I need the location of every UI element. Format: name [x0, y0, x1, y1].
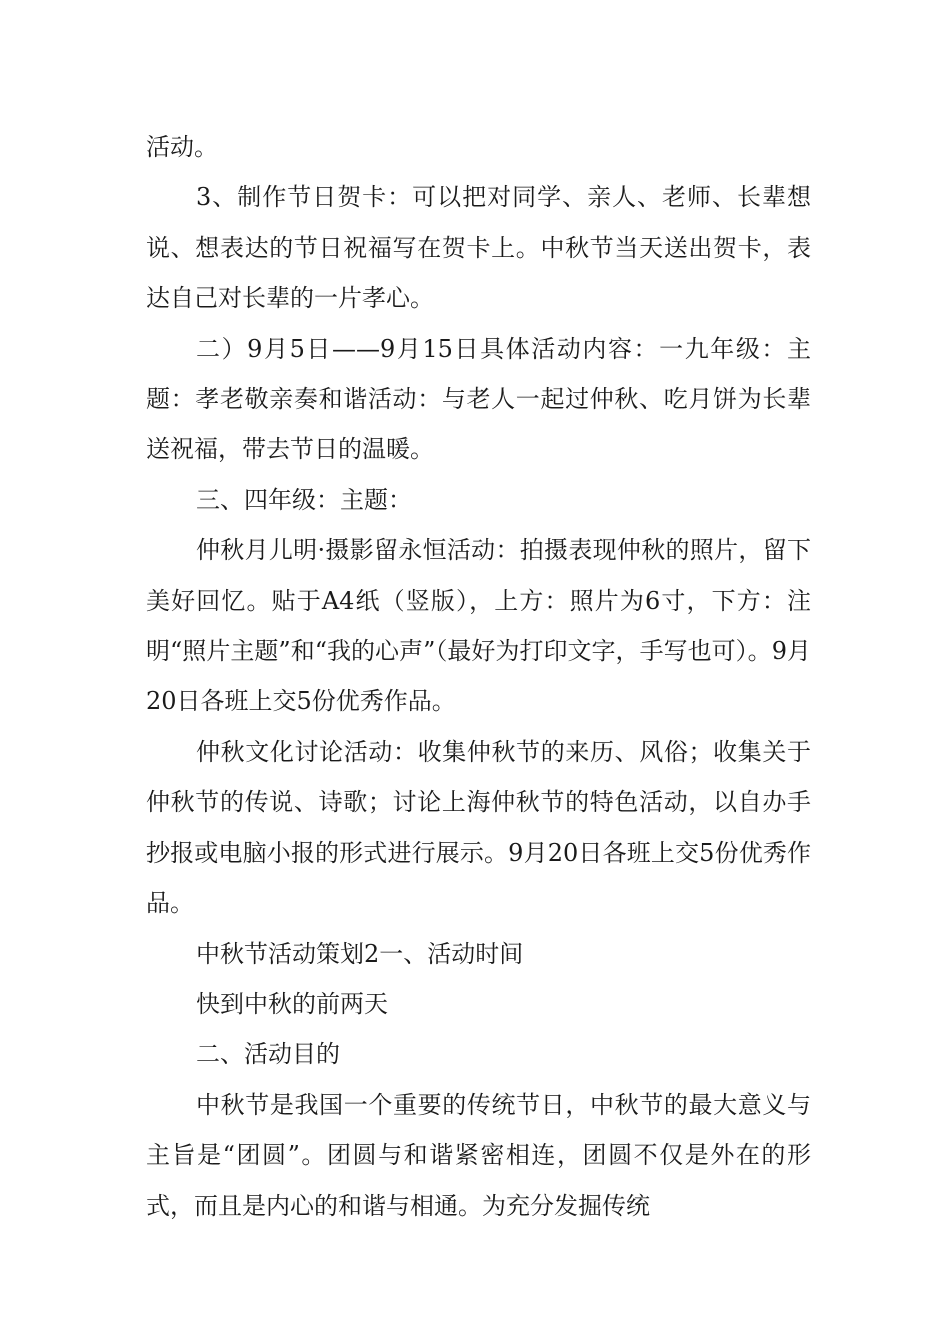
paragraph-2: 3、制作节日贺卡：可以把对同学、亲人、老师、长辈想说、想表达的节日祝福写在贺卡上。中秋节当天送出贺卡，表达自己对长辈的一片孝心。 [146, 183, 811, 313]
paragraph-8: 快到中秋的前两天 [196, 989, 388, 1018]
paragraph-9: 二、活动目的 [196, 1040, 340, 1069]
paragraph-5: 仲秋月儿明·摄影留永恒活动：拍摄表现仲秋的照片，留下美好回忆。贴于A4纸（竖版），上方：照片为6寸，下方：注明“照片主题”和“我的心声”（最好为打印文字，手写也可）。9月20日各班上交5份优秀作品。 [146, 536, 811, 716]
paragraph-1: 活动。 [146, 133, 218, 161]
paragraph-10: 中秋节是我国一个重要的传统节日，中秋节的最大意义与主旨是“团圆”。团圆与和谐紧密相连，团圆不仅是外在的形式，而且是内心的和谐与相通。为充分发掘传统 [146, 1090, 811, 1220]
paragraph-7: 中秋节活动策划2一、活动时间 [196, 939, 524, 968]
paragraph-6: 仲秋文化讨论活动：收集仲秋节的来历、风俗；收集关于仲秋节的传说、诗歌；讨论上海仲秋节的特色活动，以自办手抄报或电脑小报的形式进行展示。9月20日各班上交5份优秀作品。 [146, 737, 811, 918]
document-body [146, 122, 811, 1231]
paragraph-4: 三、四年级：主题： [196, 485, 412, 514]
paragraph-3: 二）9月5日——9月15日具体活动内容：一九年级：主题：孝老敬亲奏和谐活动：与老人一起过仲秋、吃月饼为长辈送祝福，带去节日的温暖。 [146, 334, 811, 464]
